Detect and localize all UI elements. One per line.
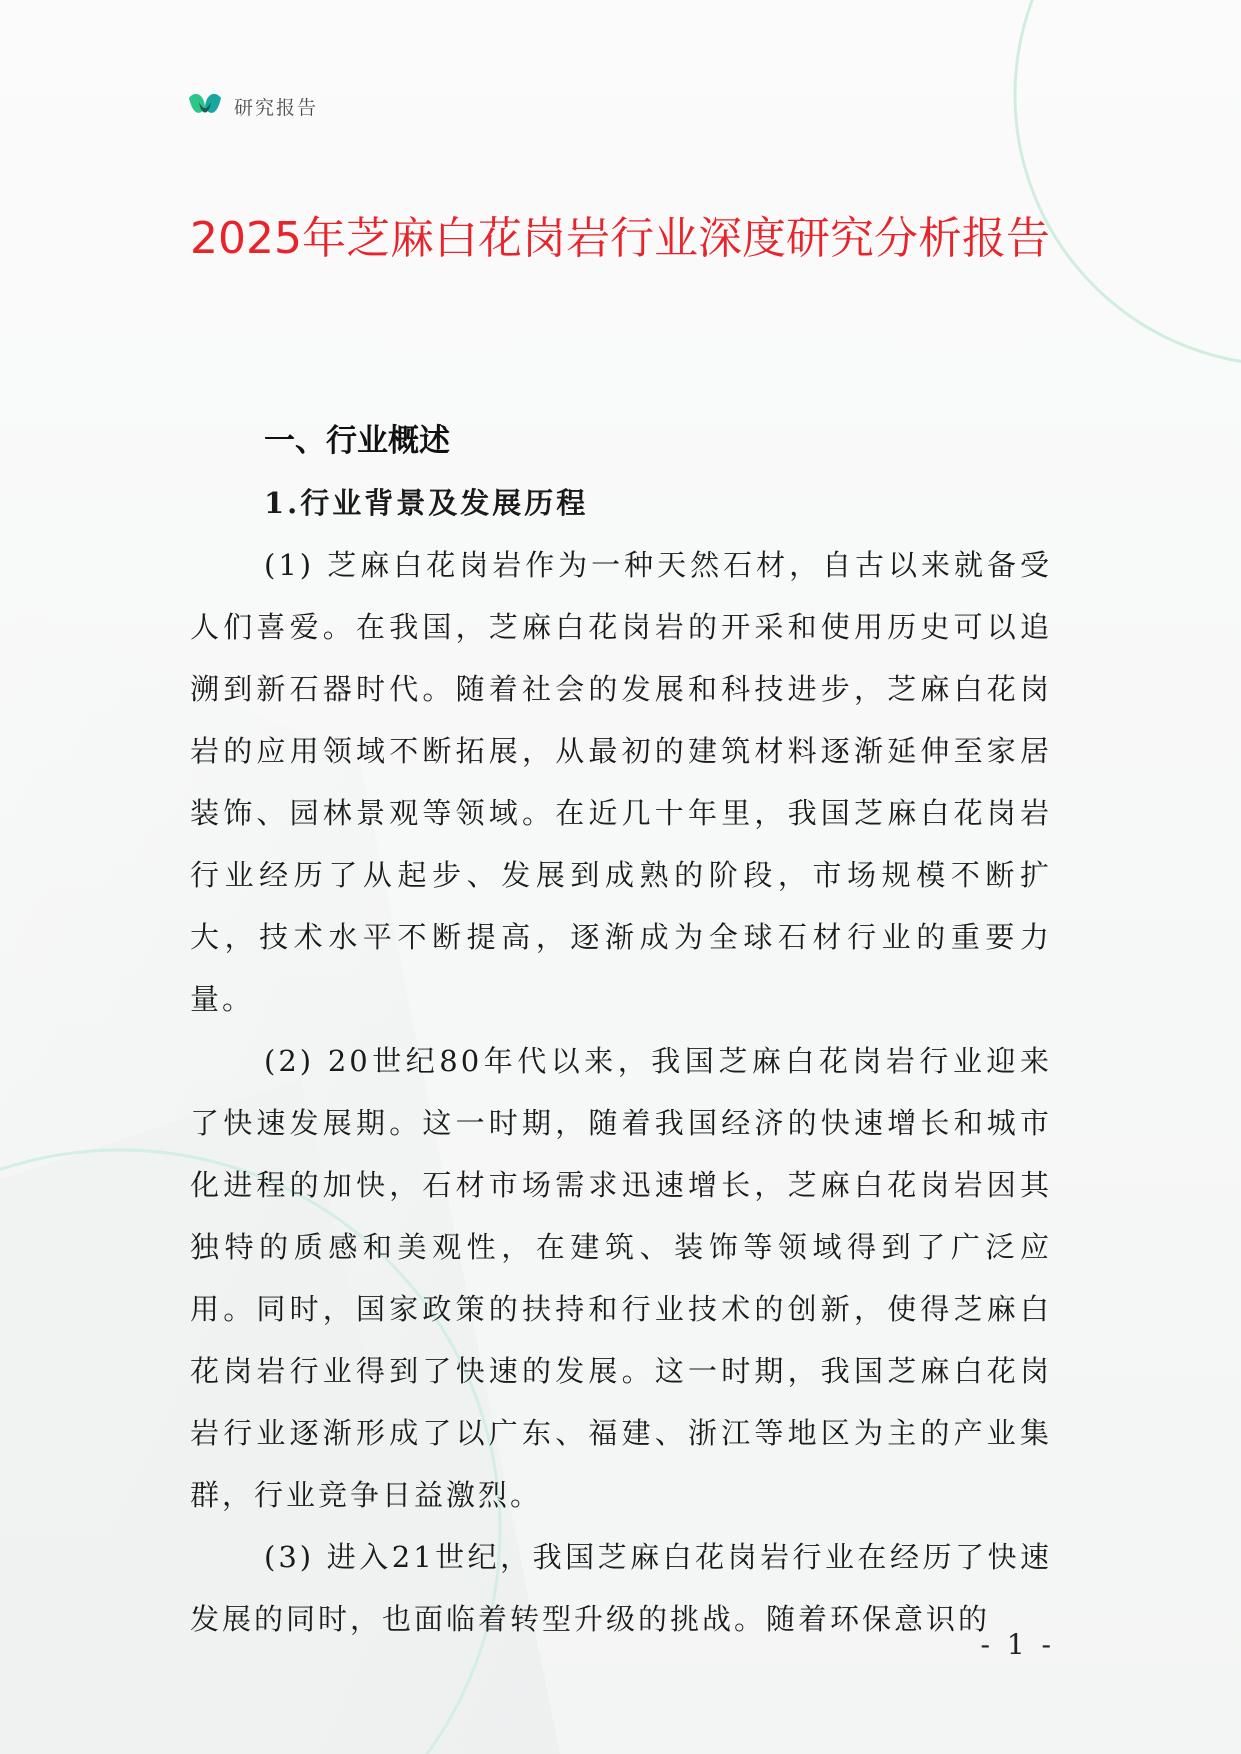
header-label: 研究报告 [234,96,319,119]
paragraph: (1) 芝麻白花岗岩作为一种天然石材，自古以来就备受人们喜爱。在我国，芝麻白花岗岩的开采和使用历史可以追溯到新石器时代。随着社会的发展和科技进步，芝麻白花岗岩的应用领域不断拓展，从最初的建筑材料逐渐延伸至家居装饰、园林景观等领域。在近几十年里，我国芝麻白花岗岩行业经历了从起步、发展到成熟的阶段，市场规模不断扩大，技术水平不断提高，逐渐成为全球石材行业的重要力量。 [190,548,1052,1016]
subsection-heading: 1.行业背景及发展历程 [264,486,589,520]
decorative-arc-top-right [1015,0,1241,365]
paragraph: (2) 20世纪80年代以来，我国芝麻白花岗岩行业迎来了快速发展期。这一时期，随着我国经济的快速增长和城市化进程的加快，石材市场需求迅速增长，芝麻白花岗岩因其独特的质感和美观性，在建筑、装饰等领域得到了广泛应用。同时，国家政策的扶持和行业技术的创新，使得芝麻白花岗岩行业得到了快速的发展。这一时期，我国芝麻白花岗岩行业逐渐形成了以广东、福建、浙江等地区为主的产业集群，行业竞争日益激烈。 [190,1044,1052,1512]
page-title: 2025年芝麻白花岗岩行业深度研究分析报告 [190,213,1050,264]
main-content [190,410,1052,1650]
leaf-logo-icon [186,88,224,124]
page-number: - 1 - [980,1628,1055,1661]
paragraph: (3) 进入21世纪，我国芝麻白花岗岩行业在经历了快速发展的同时，也面临着转型升级的挑战。随着环保意识的 [190,1540,1052,1636]
section-heading: 一、行业概述 [264,423,450,459]
report-header [186,86,318,126]
